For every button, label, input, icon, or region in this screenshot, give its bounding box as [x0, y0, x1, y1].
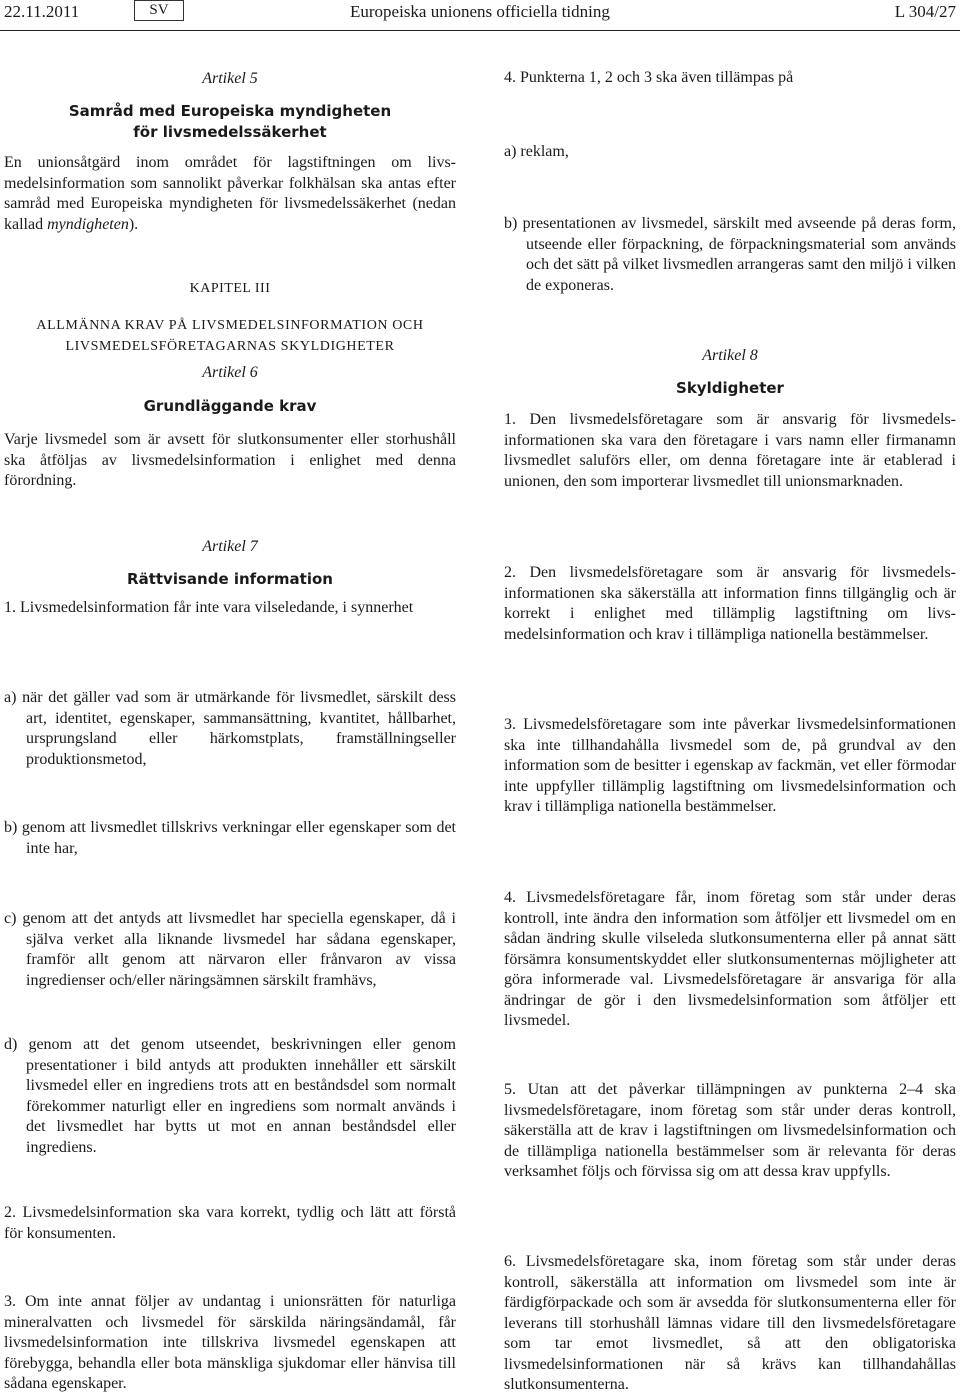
article-7-point-a: a) när det gäller vad som är utmärkande för livsmedlet, särskilt dess art, identitet, egenskaper, sammansättning, kvantitet, hållbarhet, ursprungsland eller härkomstplats, framställningseller produktionsmetod,: [4, 689, 456, 768]
article-8-para-6: 6. Livsmedelsföretagare ska, inom företag som står under deras kontroll, säkerställa att information om livsmedel som inte är färdigförpackade och som är avsedda för slutkonsumenterna eller för leverans till storhushåll lämnas vidare till den livsmedelsföretagare som tar emot livsmedlet, så att den obligatoriska livsmedelsinformationen när så krävs kan tillhandahållas slutkonsumenterna.: [504, 1253, 956, 1393]
article-6-text: Varje livsmedel som är avsett för slutkonsumenter eller storhushåll ska åtföljas av livsmedelsinformation i enlighet med denna förordning.: [4, 431, 456, 489]
article-6-title: Grundläggande krav: [143, 397, 317, 415]
article-8-para-1: 1. Den livsmedelsföretagare som är ansvarig för livsmedelsinformationen ska vara den företagare i vars namn eller firmanamn livsmedlet saluförs eller, om denna företagare inte är etablerad i unionen, den som importerar livsmedlet till unionsmarknaden.: [504, 411, 956, 490]
article-8-para-5: 5. Utan att det påverkar tillämpningen av punkterna 2–4 ska livsmedelsföretagare, inom företag som står under deras kontroll, säkerställa att de krav i lagstiftningen om livsmedelsinformation och de tillämpliga nationella bestämmelser som är relevanta för deras verksamhet följs och förvissa sig om att dessa krav uppfylls.: [504, 1081, 956, 1180]
article-7-label: Artikel 7: [202, 538, 258, 555]
article-7-para-2: 2. Livsmedelsinformation ska vara korrekt, tydlig och lätt att förstå för konsumenten.: [4, 1204, 456, 1242]
article-7-point-b: b) genom att livsmedlet tillskrivs verkningar eller egenskaper som det inte har,: [4, 819, 456, 857]
article-8-label: Artikel 8: [702, 347, 758, 364]
article-8-title: Skyldigheter: [676, 379, 784, 397]
term-myndigheten: myndigheten: [47, 215, 129, 233]
article-8-para-3: 3. Livsmedelsföretagare som inte påverkar livsmedelsinformationen ska inte tillhandahålla livsmedel som de, på grundval av den information som de besitter i egenskap av fackmän, vet eller förmodar inte uppfyller tillämplig lagstiftning om livsmedelsinformation och krav i tillämpliga nationella bestämmelser.: [504, 716, 956, 815]
article-7-para-1: 1. Livsmedelsinformation får inte vara vilseledande, i synnerhet: [4, 599, 414, 616]
header-date: 22.11.2011: [4, 2, 80, 21]
article-7-para-4-point-a: a) reklam,: [504, 143, 569, 160]
article-7-para-4-point-b: b) presentationen av livsmedel, särskilt med avseende på deras form, utseende eller förpackning, de förpackningsmaterial som används och det sätt på vilket livsmedlen arrangeras samt den miljö i vilken de exponeras.: [504, 215, 956, 294]
article-7-para-4: 4. Punkterna 1, 2 och 3 ska även tillämpas på: [504, 69, 794, 86]
article-5-title: Samråd med Europeiska myndigheten för livsmedelssäkerhet: [68, 102, 392, 141]
article-7-para-3: 3. Om inte annat följer av undantag i unionsrätten för naturliga mineralvatten och livsmedel för särskilda näringsändamål, får livsmedelsinformation inte tillskriva livsmedel egenskapen att förebygga, behandla eller bota mänskliga sjukdomar eller hänvisa till sådana egenskaper.: [4, 1293, 456, 1392]
article-6-label: Artikel 6: [202, 364, 258, 381]
article-7-point-d: d) genom att det genom utseendet, beskrivningen eller genom presentationer i bild antyds att produkten innehåller ett särskilt livsmedel eller en ingrediens trots att en beståndsdel som normalt förekommer naturligt eller en ingrediens som normalt används i det livsmedlet har bytts ut mot en annan beståndsdel eller ingrediens.: [4, 1036, 456, 1156]
page-reference: L 304/27: [894, 2, 956, 21]
chapter-label: KAPITEL III: [189, 281, 271, 296]
article-8-para-2: 2. Den livsmedelsföretagare som är ansvarig för livsmedelsinformationen ska säkerställa att information finns tillgänglig och är korrekt i enlighet med tillämplig lagstiftning om livsmedelsinformation och krav i tillämpliga nationella bestämmelser.: [504, 564, 956, 643]
header-rule: [0, 30, 960, 31]
chapter-title: ALLMÄNNA KRAV PÅ LIVSMEDELSINFORMATION OCH LIVSMEDELSFÖRETAGARNAS SKYLDIGHETER: [36, 318, 424, 354]
article-7-point-c: c) genom att det antyds att livsmedlet har speciella egenskaper, då i själva verket alla liknande livsmedel har sådana egenskaper, framför allt genom att närvaron eller frånvaron av vissa ingredienser och/eller näringsämnen särskilt framhävs,: [4, 910, 456, 989]
article-5-label: Artikel 5: [202, 70, 258, 87]
page-header: [0, 0, 960, 30]
article-7-title: Rättvisande information: [127, 570, 333, 588]
language-badge: SV: [134, 0, 184, 21]
journal-title: Europeiska unionens officiella tidning: [350, 2, 610, 21]
article-8-para-4: 4. Livsmedelsföretagare får, inom företag som står under deras kontroll, inte ändra den information som åtföljer ett livsmedel om en sådan ändring skulle vilseleda slutkonsumenterna eller på annat sätt försämra konsumentskyddet eller slutkonsumenternas möjligheter att göra informerade val. Livsmedelsföretagare är ansvariga för alla ändringar de gör i den livsmedelsinformation som åtföljer ett livsmedel.: [504, 889, 956, 1029]
article-5-text: En unionsåtgärd inom området för lagstiftningen om livsmedelsinformation som sannolikt påverkar folkhälsan ska antas efter samråd med Europeiska myndigheten för livsmedelssäkerhet (nedan kallad myndigheten).: [4, 154, 456, 233]
